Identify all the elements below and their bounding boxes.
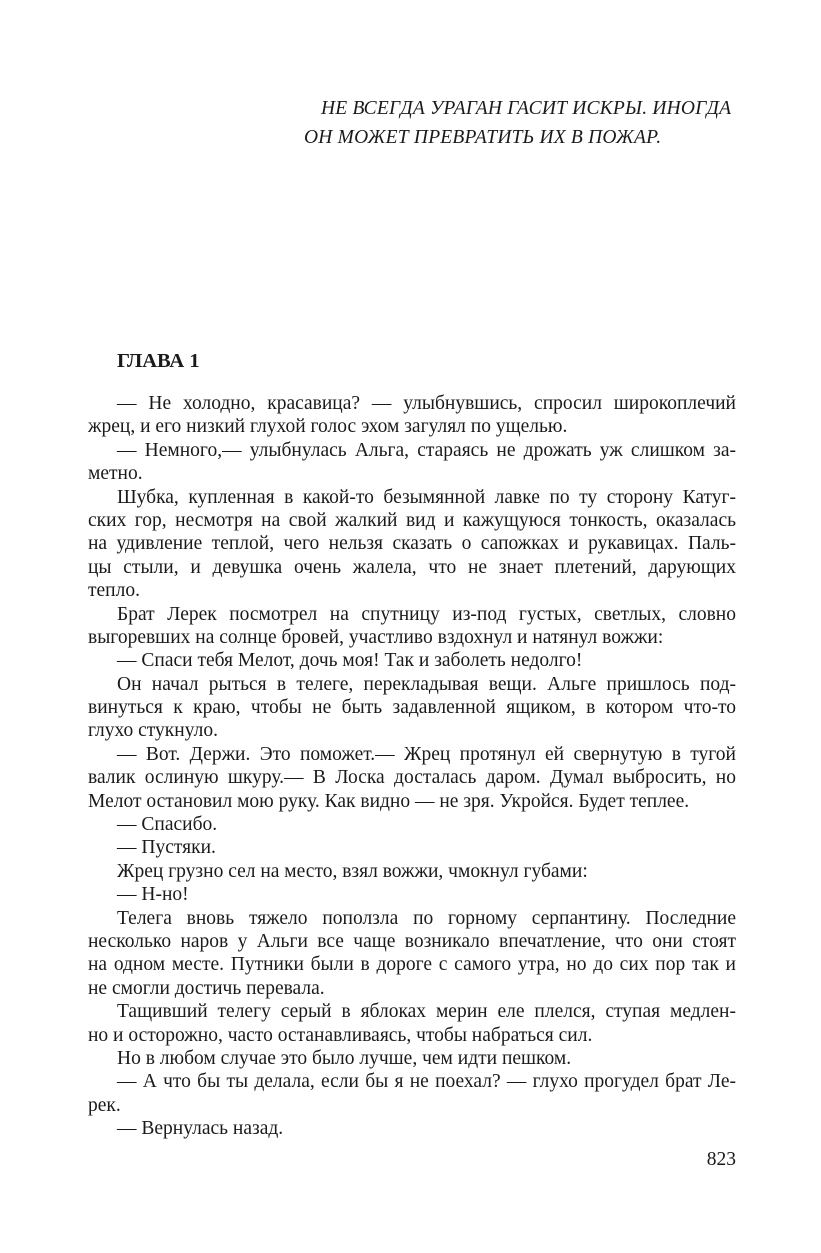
- page-number: 823: [706, 1149, 736, 1170]
- text-line: несколько наров у Альги все чаще возникало впечатление, что они стоят: [88, 930, 736, 952]
- text-line: — А что бы ты делала, если бы я не поехал? — глухо прогудел брат Ле-: [117, 1071, 736, 1093]
- text-line: не смогли достичь перевала.: [88, 977, 325, 999]
- text-line: — Немного,— улыбнулась Альга, стараясь не дрожать уж слишком за-: [117, 439, 736, 461]
- text-line: выгоревших на солнце бровей, участливо вздохнул и натянул вожжи:: [88, 626, 664, 648]
- text-line: Брат Лерек посмотрел на спутницу из-под густых, светлых, словно: [117, 603, 736, 625]
- chapter-title: ГЛАВА 1: [117, 350, 200, 372]
- text-line: Телега вновь тяжело поползла по горному серпантину. Последние: [117, 907, 736, 929]
- text-line: валик ослиную шкуру.— В Лоска досталась даром. Думал выбросить, но: [88, 767, 736, 789]
- text-line: — Пустяки.: [117, 837, 216, 859]
- text-line: жрец, и его низкий глухой голос эхом загулял по ущелью.: [88, 416, 568, 438]
- epigraph-line: НЕ ВСЕГДА УРАГАН ГАСИТ ИСКРЫ. ИНОГДА: [321, 98, 732, 119]
- text-line: Он начал рыться в телеге, перекладывая вещи. Альге пришлось под-: [117, 673, 736, 695]
- text-line: Тащивший телегу серый в яблоках мерин еле плелся, ступая медлен-: [117, 1001, 736, 1023]
- text-line: но и осторожно, часто останавливаясь, чтобы набраться сил.: [88, 1024, 593, 1046]
- text-line: тепло.: [88, 580, 140, 602]
- text-line: ских гор, несмотря на свой жалкий вид и кажущуюся тонкость, оказалась: [88, 509, 736, 531]
- text-line: метно.: [88, 463, 143, 485]
- text-line: цы стыли, и девушка очень жалела, что не знает плетений, дарующих: [88, 556, 736, 578]
- text-line: — Вот. Держи. Это поможет.— Жрец протянул ей свернутую в тугой: [117, 743, 736, 765]
- epigraph-line: ОН МОЖЕТ ПРЕВРАТИТЬ ИХ В ПОЖАР.: [304, 127, 662, 148]
- text-line: — Вернулась назад.: [117, 1118, 284, 1140]
- text-line: на одном месте. Путники были в дороге с самого утра, но до сих пор так и: [88, 954, 736, 976]
- text-line: рек.: [88, 1094, 121, 1116]
- text-line: на удивление теплой, чего нельзя сказать о сапожках и рукавицах. Паль-: [88, 533, 736, 555]
- text-line: Мелот остановил мою руку. Как видно — не зря. Укройся. Будет теплее.: [88, 790, 690, 812]
- text-line: — Спасибо.: [117, 814, 218, 836]
- text-line: — Н-но!: [117, 884, 189, 906]
- text-line: глухо стукнуло.: [88, 720, 218, 742]
- chapter-body: [88, 392, 736, 1141]
- text-line: Но в любом случае это было лучше, чем идти пешком.: [117, 1047, 572, 1069]
- epigraph: [304, 94, 744, 152]
- text-line: винуться к краю, чтобы не быть задавленной ящиком, в котором что-то: [88, 697, 736, 719]
- text-line: Шубка, купленная в какой-то безымянной лавке по ту сторону Катуг-: [117, 486, 736, 508]
- text-line: — Спаси тебя Мелот, дочь моя! Так и заболеть недолго!: [117, 650, 583, 672]
- text-line: Жрец грузно сел на место, взял вожжи, чмокнул губами:: [117, 860, 588, 882]
- text-line: — Не холодно, красавица? — улыбнувшись, спросил широкоплечий: [117, 393, 736, 414]
